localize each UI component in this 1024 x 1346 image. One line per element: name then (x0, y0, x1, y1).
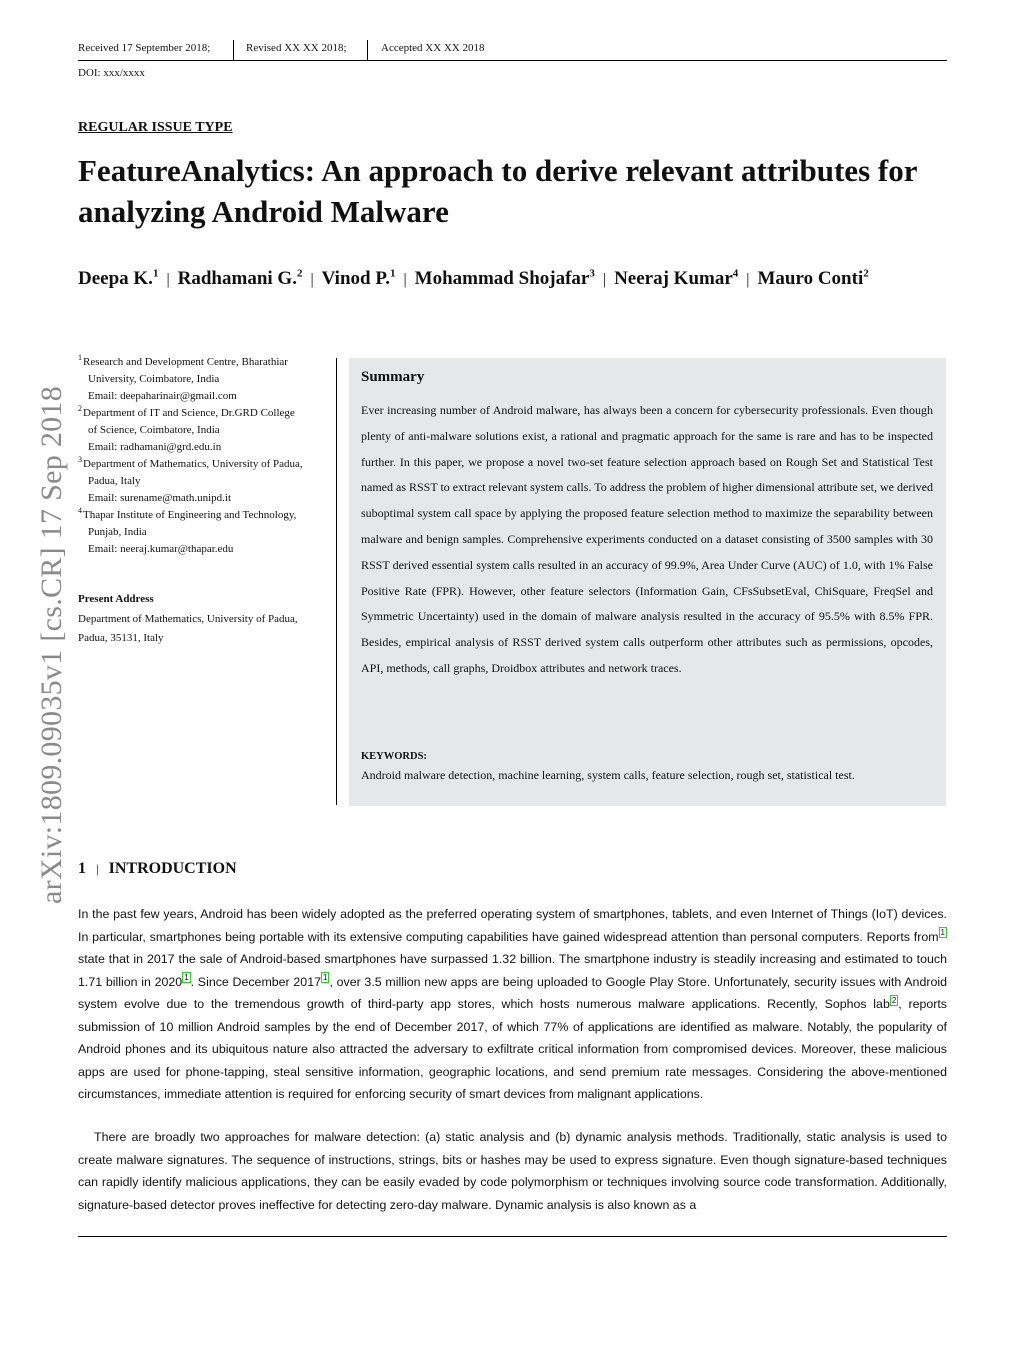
section-number: 1 (78, 860, 86, 877)
paragraph-text: In the past few years, Android has been widely adopted as the preferred operating system of smartphones, tablets, and even Internet of Things (IoT) devices. In particular, smartphones being portable with its extensive computing capabilities have gained widespread attention than personal computers. Reports from (78, 907, 947, 944)
accepted-date: Accepted XX XX 2018 (381, 42, 485, 54)
intro-paragraph-1 (78, 903, 947, 1106)
section-separator: | (96, 861, 99, 876)
affiliation (78, 405, 333, 456)
affiliation-line: Padua, Italy (88, 475, 141, 487)
keywords-text: Android malware detection, machine learning, system calls, feature selection, rough set, statistical test. (361, 768, 855, 782)
header-divider (233, 40, 234, 60)
author-name: Radhamani G.$^2$ (177, 268, 303, 290)
present-address (78, 590, 333, 649)
affiliation-line: Email: radhamani@grd.edu.in (88, 441, 222, 453)
affiliation-line: University, Coimbatore, India (88, 373, 220, 385)
affiliation-number: 1 (78, 353, 82, 362)
affiliation-line: Email: neeraj.kumar@thapar.edu (88, 543, 234, 555)
affiliation-number: 2 (78, 404, 82, 413)
citation-link[interactable]: 1 (184, 973, 189, 983)
author-affiliation-mark: 1 (389, 268, 396, 280)
citation-link[interactable]: 1 (940, 928, 945, 938)
author-name: Deepa K.$^1$ (78, 268, 159, 290)
author-separator: | (602, 271, 607, 289)
author-list (78, 259, 948, 295)
header-rule (78, 60, 947, 61)
header-divider (367, 40, 368, 60)
affiliation-number: 3 (78, 455, 82, 464)
affiliation-line: Email: surename@math.unipd.it (88, 492, 232, 504)
received-date: Received 17 September 2018; (78, 42, 211, 54)
paragraph-text: , reports submission of 10 million Android samples by the end of December 2017, of which 77% of applications are identified as malware. Notably, the popularity of Android phones and its ubiquitous nature also attracted the adversary to exfiltrate critical information from compromised devices. Moreover, these malicious apps are used for phone-tapping, steal sensitive information, geographic locations, and send premium rate messages. Considering the above-mentioned circumstances, immediate attention is required for enforcing security of smart devices from malignant applications. (78, 997, 948, 1101)
author-name: Mauro Conti$^2$ (757, 268, 869, 290)
paper-title: FeatureAnalytics: An approach to derive relevant attributes for analyzing Android Malware (78, 153, 917, 229)
issue-type: REGULAR ISSUE TYPE (78, 120, 233, 135)
present-address-line: Padua, 35131, Italy (78, 632, 164, 644)
author-name: Mohammad Shojafar$^3$ (414, 268, 595, 290)
keywords-label: KEYWORDS: (361, 751, 427, 762)
paragraph-text: state that in 2017 the sale of Android-based smartphones have surpassed 1.32 billion. The smartphone industry is steadily increasing and estimated to touch 1.71 billion in 2020 (78, 952, 947, 989)
revised-date: Revised XX XX 2018; (246, 42, 347, 54)
author-affiliation-mark: 1 (152, 268, 159, 280)
affiliation-line: Research and Development Centre, Bharathiar (83, 356, 288, 368)
section-heading (78, 860, 237, 878)
author-name: Neeraj Kumar$^4$ (614, 268, 739, 290)
arxiv-stamp[interactable]: arXiv:1809.09035v1 [cs.CR] 17 Sep 2018 (35, 385, 68, 905)
author-separator: | (403, 271, 407, 289)
summary-text: Ever increasing number of Android malware, has always been a concern for cybersecurity professionals. Even though plenty of anti-malware solutions exist, a rational and pragmatic approach for the same is rare and has to be inspected further. In this paper, we propose a novel two-set feature selection approach based on Rough Set and Statistical Test named as RSST to extract relevant system calls. To address the problem of higher dimensional attribute set, we derived suboptimal system call space by applying the proposed feature selection method to maximize the separability between malware and benign samples. Comprehensive experiments conducted on a dataset consisting of 3500 samples with 30 RSST derived essential system calls resulted in an accuracy of 99.9%, Area Under Curve (AUC) of 1.0, with 1% False Positive Rate (FPR). However, other feature selectors (Information Gain, CFsSubsetEval, ChiSquare, FreqSel and Symmetric Uncertainty) used in the domain of malware analysis resulted in the accuracy of 95.5% with 8.5% FPR. Besides, empirical analysis of RSST derived system calls outperform other attributes such as permissions, opcodes, API, methods, call graphs, Droidbox attributes and network traces. (361, 403, 933, 675)
author-separator: | (166, 271, 170, 289)
summary-title: Summary (361, 369, 425, 385)
affiliation-line: Department of IT and Science, Dr.GRD College (83, 407, 295, 419)
column-divider (336, 358, 337, 805)
affiliation-line: Email: deepaharinair@gmail.com (88, 390, 237, 402)
affiliation-number: 4 (78, 506, 82, 515)
present-address-label: Present Address (78, 593, 154, 605)
affiliation-line: Thapar Institute of Engineering and Technology, (83, 509, 297, 521)
affiliation (78, 507, 333, 558)
author-name: Vinod P.$^1$ (321, 268, 396, 290)
affiliation (78, 354, 333, 405)
footer-rule (78, 1236, 947, 1237)
author-affiliation-mark: 2 (863, 268, 869, 280)
affiliation (78, 456, 333, 507)
doi: DOI: xxx/xxxx (78, 67, 145, 79)
author-affiliation-mark: 4 (732, 268, 739, 280)
affiliation-line: of Science, Coimbatore, India (88, 424, 220, 436)
paragraph-text: , over 3.5 million new apps are being uploaded to Google Play Store. Unfortunately, security issues with Android system evolve due to the tremendous growth of third-party app stores, which hosts numerous malware applications. Recently, Sophos lab (78, 974, 947, 1011)
citation-link[interactable]: 2 (891, 995, 897, 1005)
author-affiliation-mark: 3 (589, 268, 595, 280)
paragraph-text: . Since December 2017 (190, 974, 321, 989)
affiliations (78, 354, 333, 558)
section-title: INTRODUCTION (108, 860, 237, 877)
author-separator: | (746, 271, 750, 289)
present-address-line: Department of Mathematics, University of Padua, (78, 612, 298, 625)
intro-paragraph-2: There are broadly two approaches for malware detection: (a) static analysis and (b) dynamic analysis methods. Traditionally, static analysis is used to create malware signatures. The sequence of instructions, strings, bits or hashes may be used to express signature. Even though signature-based techniques can rapidly identify malicious applications, they can be easily evaded by code polymorphism or techniques involving source code transformation. Additionally, signature-based detector proves ineffective for detecting zero-day malware. Dynamic analysis is also known as a (78, 1130, 947, 1212)
affiliation-line: Punjab, India (88, 526, 147, 538)
citation-link[interactable]: 1 (322, 973, 328, 983)
author-affiliation-mark: 2 (296, 268, 303, 280)
affiliation-line: Department of Mathematics, University of Padua, (83, 458, 303, 470)
author-separator: | (310, 271, 314, 289)
